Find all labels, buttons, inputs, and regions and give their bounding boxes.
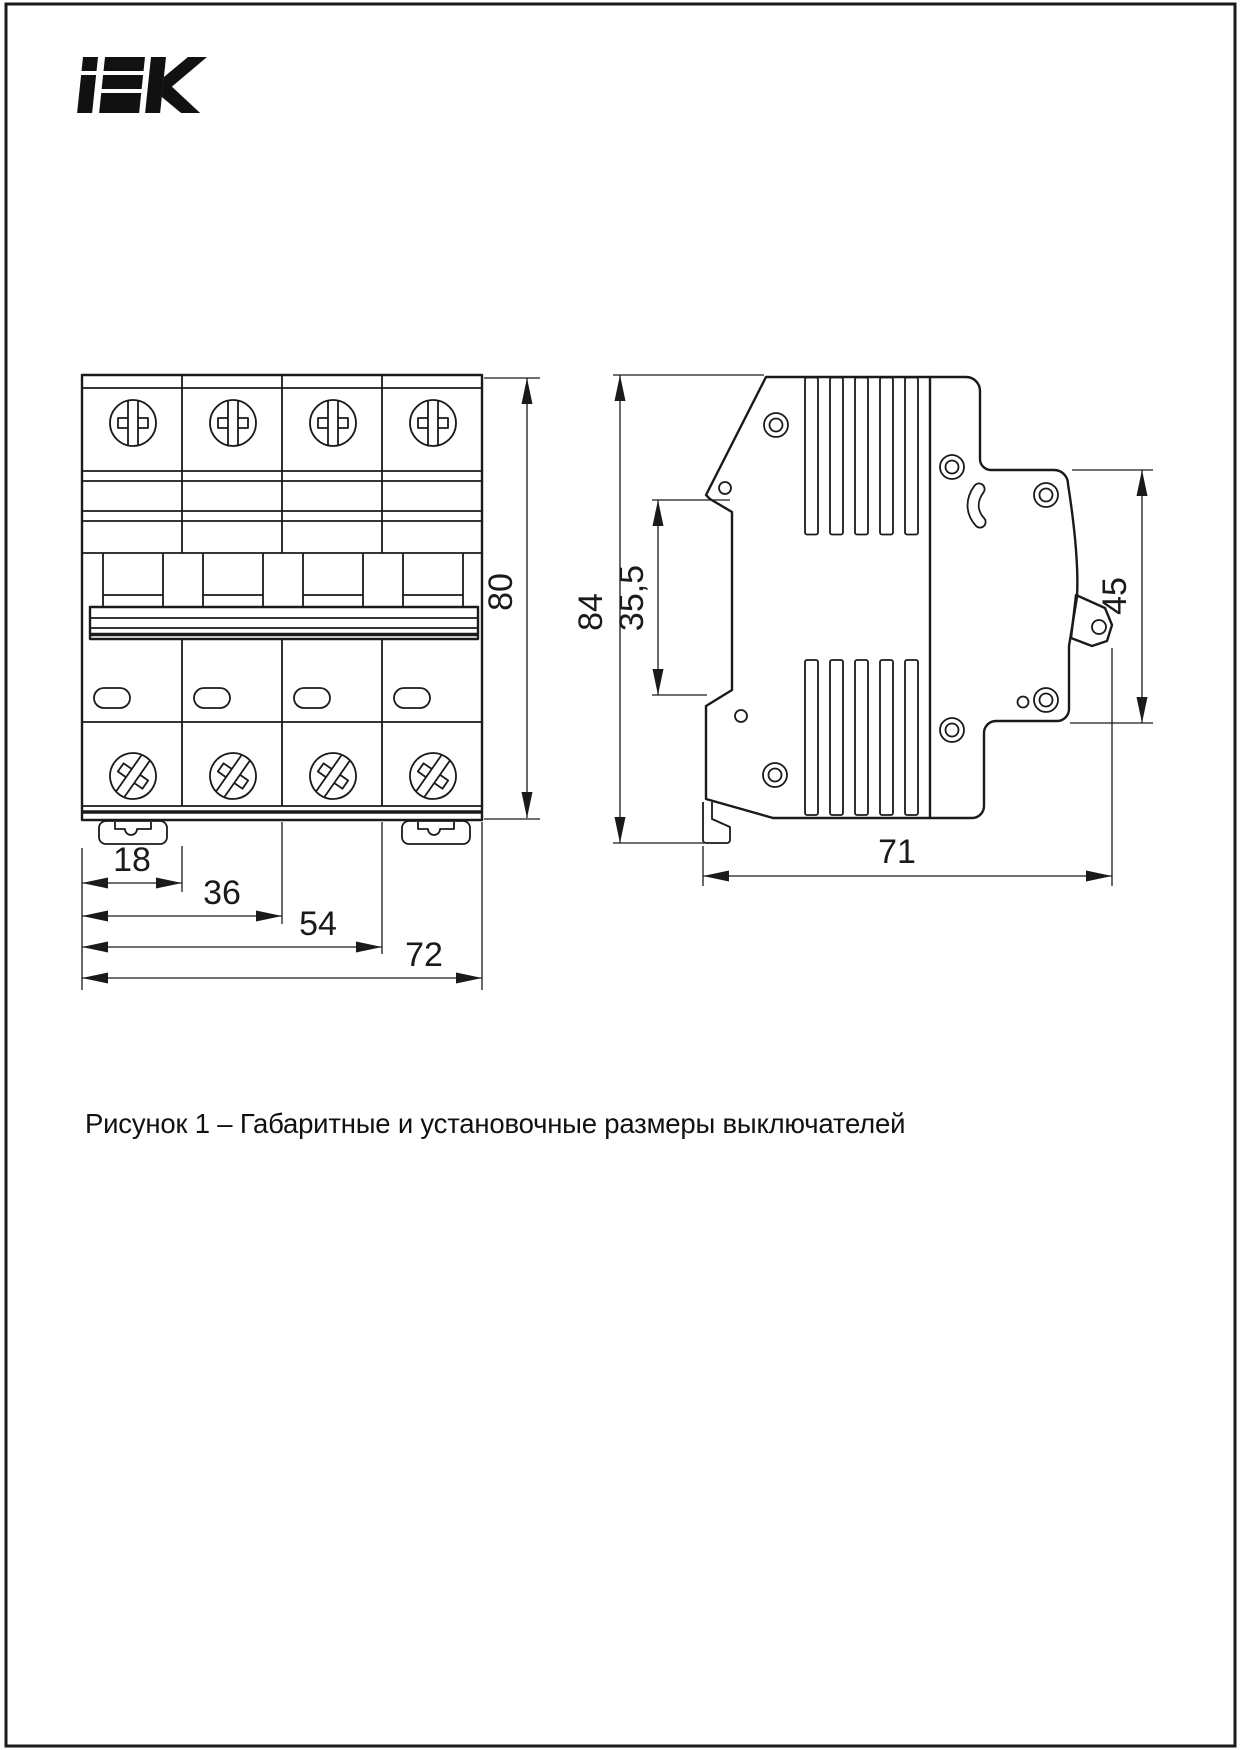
dim-label-din-recess: 35,5 (613, 564, 651, 632)
iek-logo (77, 57, 207, 113)
dim-label-module-width: 18 (113, 841, 151, 879)
din-clip (99, 821, 470, 844)
logo-k-stem (145, 57, 166, 113)
ventilation-fins (805, 378, 918, 816)
dim-label-two-modules: 36 (203, 874, 241, 912)
front-view (82, 375, 482, 844)
logo-i-dot (82, 57, 98, 71)
figure-caption: Рисунок 1 – Габаритные и установочные размеры выключателей (85, 1108, 906, 1139)
dim-label-total-width: 72 (405, 936, 443, 974)
dim-label-total-height: 84 (572, 593, 610, 631)
front-view-dimensions (82, 378, 540, 990)
logo-k-lower-arm (160, 79, 204, 113)
logo-e-bar (102, 75, 143, 89)
toggle-handles (103, 553, 463, 607)
logo-e-bar (99, 93, 141, 113)
terminal-screw-bottom (101, 744, 465, 808)
side-view-dimensions (572, 375, 1153, 886)
curved-slot (973, 489, 980, 522)
tie-bar (90, 607, 478, 639)
dim-label-height: 80 (482, 573, 520, 611)
dim-label-three-modules: 54 (299, 905, 337, 943)
dim-label-front-face-height: 45 (1096, 577, 1134, 615)
din-latch-foot (703, 802, 730, 843)
logo-i-stem (77, 75, 96, 113)
side-view (703, 377, 1112, 843)
logo-e-bar (104, 57, 145, 71)
marking-windows (94, 688, 430, 708)
terminal-screw-top (110, 400, 456, 446)
dim-label-depth: 71 (878, 833, 916, 871)
page-border (6, 4, 1235, 1746)
